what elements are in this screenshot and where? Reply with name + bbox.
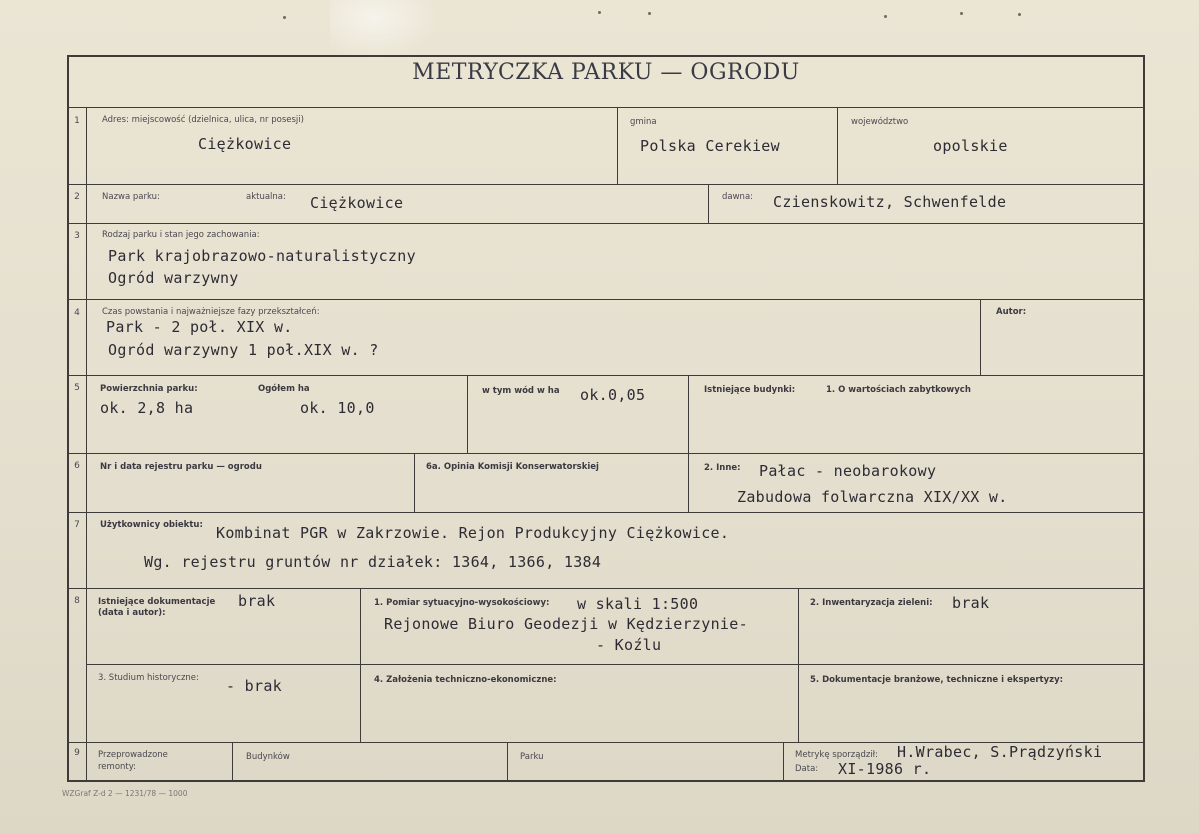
col-divider: [232, 742, 233, 782]
paper-speck: [884, 15, 887, 18]
renovations-label-2: remonty:: [98, 762, 137, 772]
row-divider: [67, 223, 1145, 224]
origin-label: Czas powstania i najważniejsze fazy przekształceń:: [102, 307, 320, 317]
water-label: w tym wód w ha: [482, 386, 560, 396]
area-value: ok. 2,8 ha: [100, 399, 194, 417]
greenery-inventory-label: 2. Inwentaryzacja zieleni:: [810, 598, 933, 608]
park-name-label: Nazwa parku:: [102, 192, 160, 202]
origin-line2: Ogród warzywny 1 poł.XIX w. ?: [108, 341, 379, 359]
row-number: 4: [74, 308, 80, 318]
row-number: 3: [74, 231, 80, 241]
greenery-inventory-value: brak: [952, 594, 990, 612]
number-column-line: [86, 107, 87, 782]
col-divider: [783, 742, 784, 782]
documentation-label-2: (data i autor):: [98, 608, 166, 618]
historic-value-label: 1. O wartościach zabytkowych: [826, 385, 971, 395]
wojewodztwo-value: opolskie: [933, 137, 1008, 155]
paper-crease: [330, 0, 440, 60]
col-divider: [688, 375, 689, 512]
address-value: Ciężkowice: [198, 135, 292, 153]
park-type-line1: Park krajobrazowo-naturalistyczny: [108, 247, 416, 265]
survey-line3: - Koźlu: [596, 636, 662, 654]
print-footer: WZGraf Z-d 2 — 1231/78 — 1000: [62, 789, 188, 798]
author-label: Autor:: [996, 307, 1027, 317]
buildings-renovation-label: Budynków: [246, 752, 290, 762]
col-divider: [507, 742, 508, 782]
row-divider: [67, 588, 1145, 589]
survey-line2: Rejonowe Biuro Geodezji w Kędzierzynie-: [384, 615, 748, 633]
commission-opinion-label: 6a. Opinia Komisji Konserwatorskiej: [426, 462, 599, 472]
historical-study-value: - brak: [226, 677, 282, 695]
current-name-label: aktualna:: [246, 192, 286, 202]
users-line1: Kombinat PGR w Zakrzowie. Rejon Produkcyjny Ciężkowice.: [216, 524, 730, 542]
row-divider: [86, 664, 1145, 665]
survey-label: 1. Pomiar sytuacyjno-wysokościowy:: [374, 598, 550, 608]
row-number: 6: [74, 461, 80, 471]
paper-speck: [598, 11, 601, 14]
park-type-line2: Ogród warzywny: [108, 269, 239, 287]
row-divider: [67, 299, 1145, 300]
former-name-value: Czienskowitz, Schwenfelde: [773, 193, 1007, 211]
paper-speck: [960, 12, 963, 15]
row-number: 8: [74, 596, 80, 606]
total-value: ok. 10,0: [300, 399, 375, 417]
water-value: ok.0,05: [580, 386, 646, 404]
gmina-label: gmina: [630, 117, 657, 127]
technical-assumptions-label: 4. Założenia techniczno-ekonomiczne:: [374, 675, 557, 685]
col-divider: [708, 184, 709, 223]
area-label: Powierzchnia parku:: [100, 384, 198, 394]
users-label: Użytkownicy obiektu:: [100, 520, 203, 530]
register-label: Nr i data rejestru parku — ogrodu: [100, 462, 262, 472]
paper-speck: [283, 16, 286, 19]
buildings-label: Istniejące budynki:: [704, 385, 796, 395]
col-divider: [360, 588, 361, 742]
row-divider: [67, 512, 1145, 513]
col-divider: [617, 107, 618, 184]
row-number: 9: [74, 748, 80, 758]
row-divider: [67, 453, 1145, 454]
survey-value: w skali 1:500: [577, 595, 699, 613]
prepared-by-label: Metrykę sporządził:: [795, 750, 878, 760]
row-number: 7: [74, 520, 80, 530]
gmina-value: Polska Cerekiew: [640, 137, 780, 155]
row-divider: [67, 375, 1145, 376]
documentation-label: Istniejące dokumentacje: [98, 597, 216, 607]
origin-line1: Park - 2 poł. XIX w.: [106, 318, 293, 336]
renovations-label: Przeprowadzone: [98, 750, 168, 760]
former-name-label: dawna:: [722, 192, 754, 202]
col-divider: [798, 588, 799, 742]
total-label: Ogółem ha: [258, 384, 310, 394]
wojewodztwo-label: województwo: [851, 117, 909, 127]
col-divider: [467, 375, 468, 453]
row-divider: [67, 184, 1145, 185]
current-name-value: Ciężkowice: [310, 194, 404, 212]
date-label: Data:: [795, 764, 819, 774]
other-buildings-line2: Zabudowa folwarczna XIX/XX w.: [737, 488, 1008, 506]
form-frame: [67, 55, 1145, 782]
paper-speck: [1018, 13, 1021, 16]
users-line2: Wg. rejestru gruntów nr działek: 1364, 1366, 1384: [144, 553, 602, 571]
row-divider: [67, 107, 1145, 108]
branch-documentation-label: 5. Dokumentacje branżowe, techniczne i ekspertyzy:: [810, 675, 1064, 685]
row-number: 1: [74, 116, 80, 126]
paper-speck: [648, 12, 651, 15]
col-divider: [980, 299, 981, 375]
park-renovation-label: Parku: [520, 752, 544, 762]
address-label: Adres: miejscowość (dzielnica, ulica, nr posesji): [102, 115, 304, 125]
documentation-value: brak: [238, 592, 276, 610]
park-type-label: Rodzaj parku i stan jego zachowania:: [102, 230, 260, 240]
form-title: METRYCZKA PARKU — OGRODU: [412, 60, 800, 85]
historical-study-label: 3. Studium historyczne:: [98, 673, 199, 683]
other-buildings-label: 2. Inne:: [704, 463, 741, 473]
row-number: 5: [74, 383, 80, 393]
date-value: XI-1986 r.: [838, 760, 932, 778]
col-divider: [414, 453, 415, 512]
prepared-by-value: H.Wrabec, S.Prądzyński: [897, 743, 1103, 761]
row-number: 2: [74, 192, 80, 202]
other-buildings-line1: Pałac - neobarokowy: [759, 462, 937, 480]
col-divider: [837, 107, 838, 184]
